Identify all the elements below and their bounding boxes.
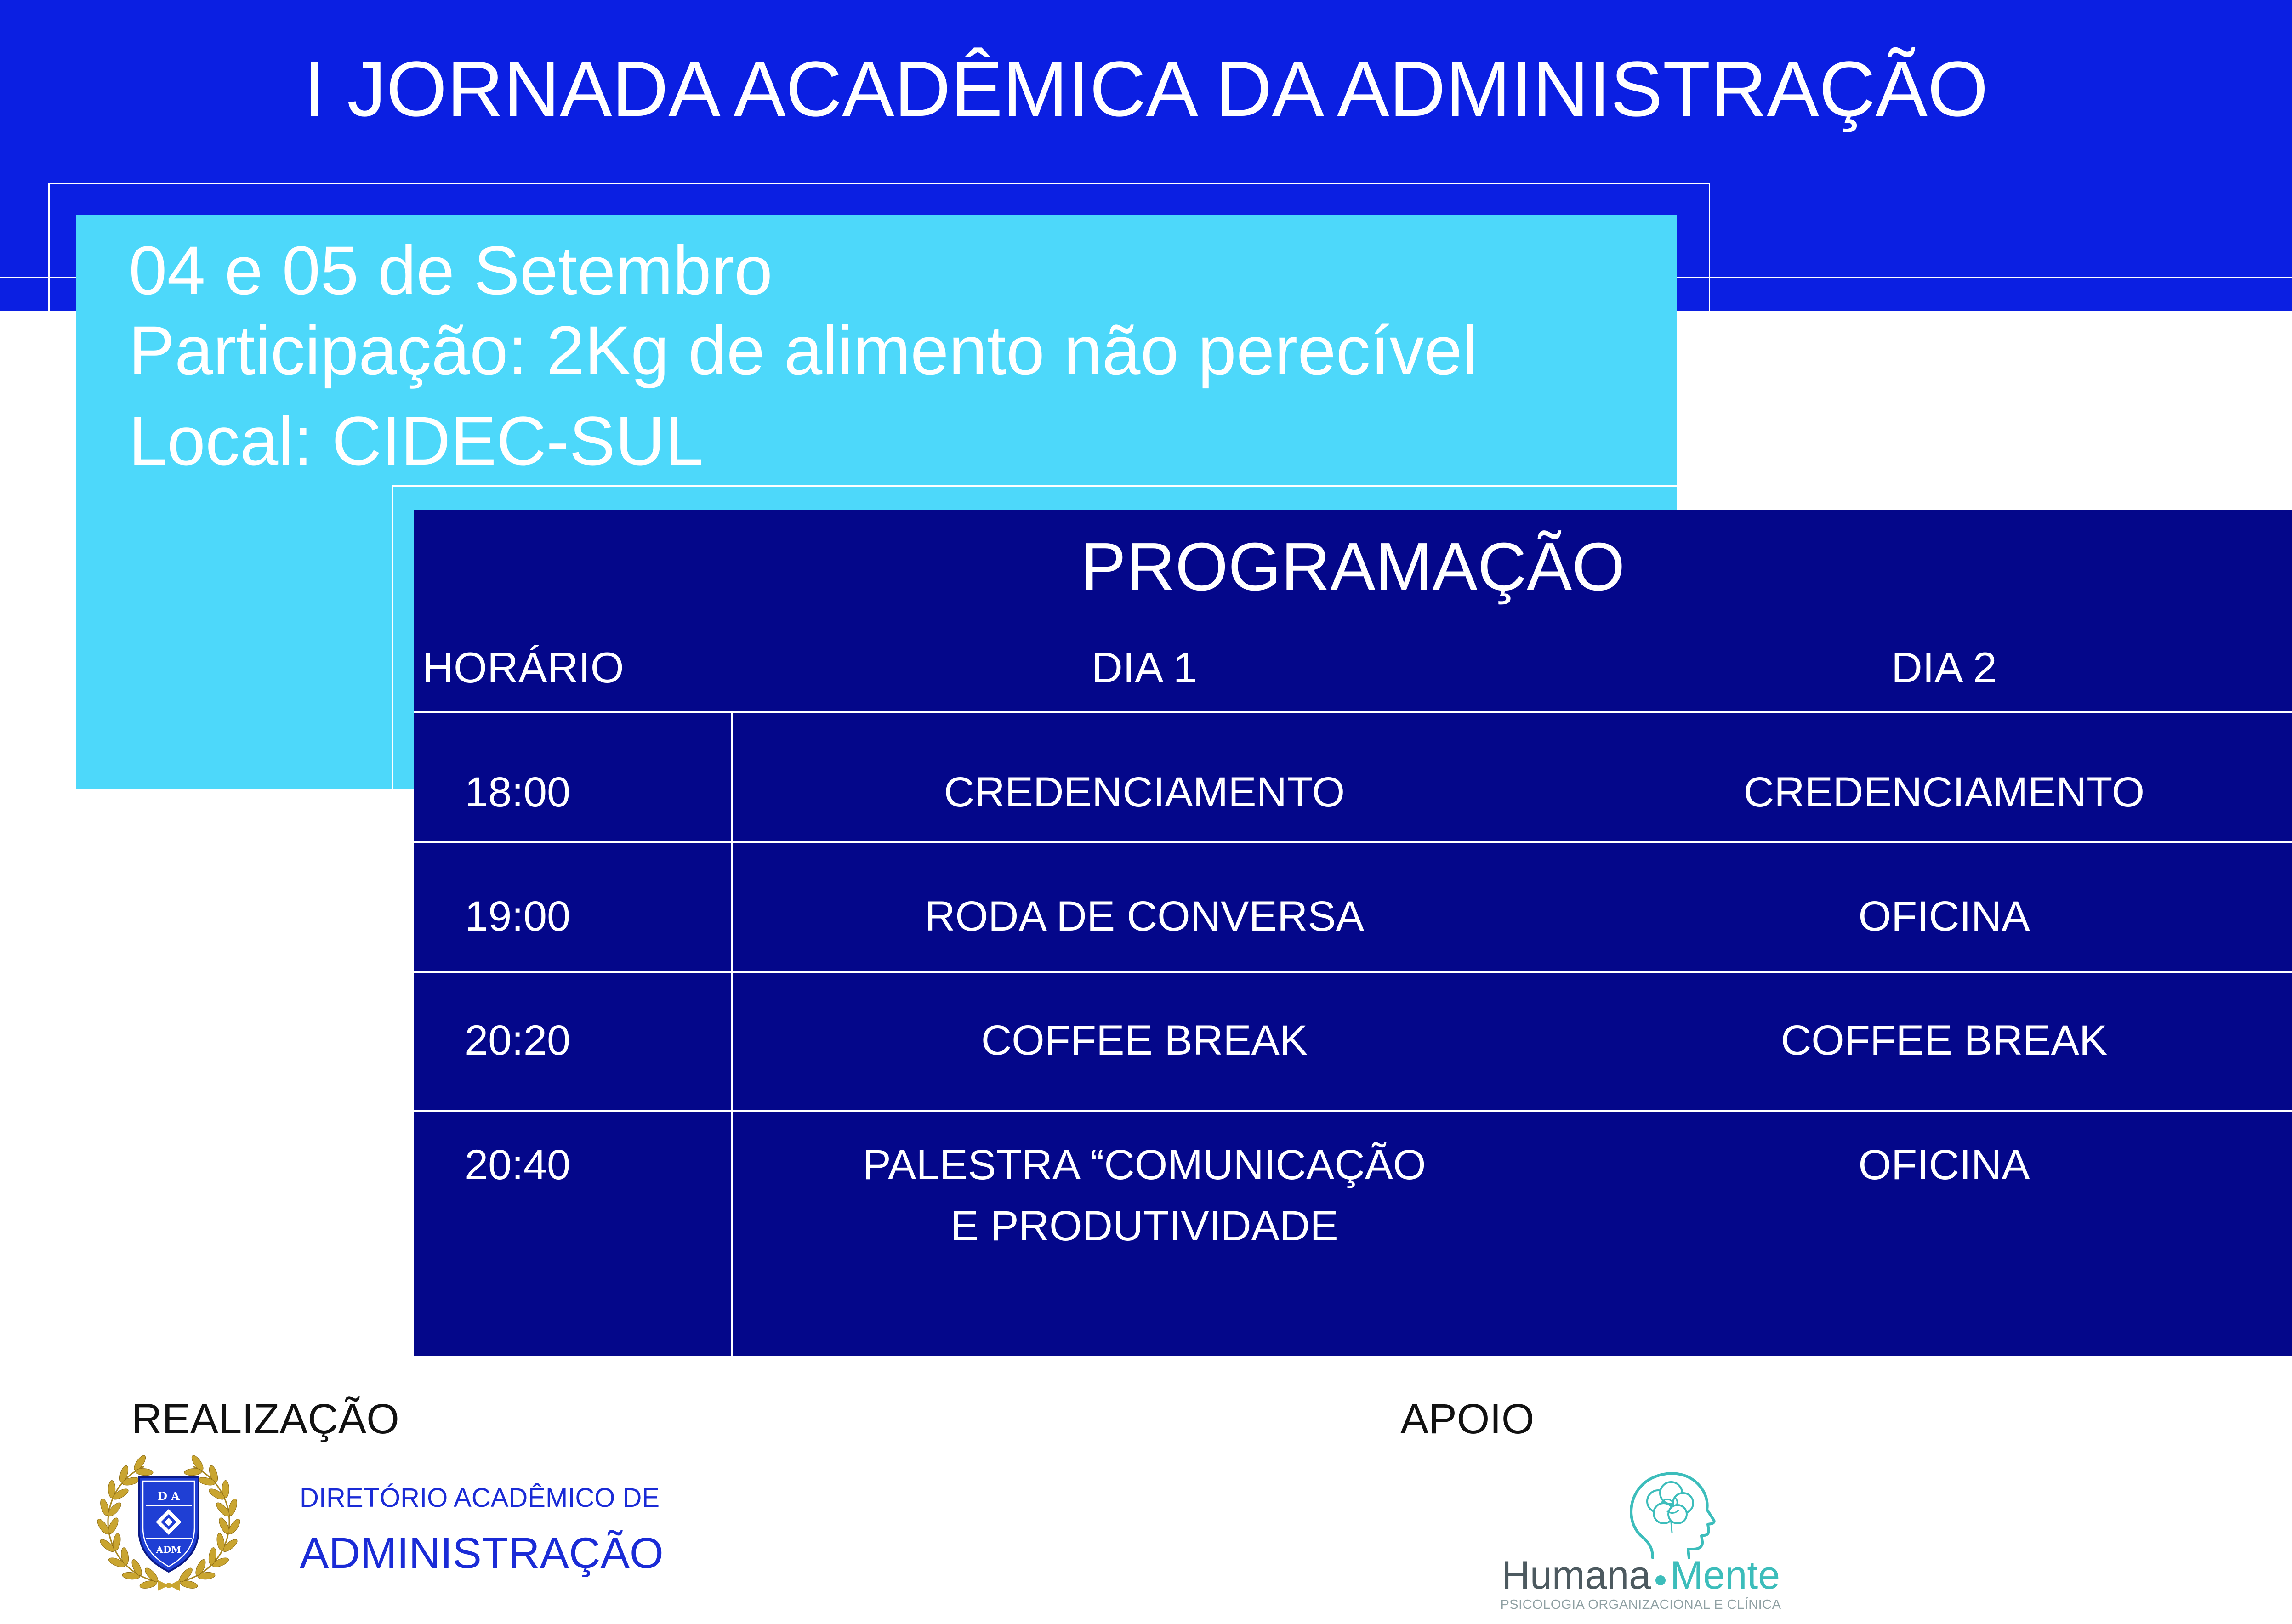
logo-letters-top: D A xyxy=(158,1489,180,1503)
brain-shape xyxy=(1647,1482,1693,1533)
row-time: 18:00 xyxy=(465,769,571,816)
row-day1-activity: COFFEE BREAK xyxy=(981,1017,1308,1064)
row-day2-activity: COFFEE BREAK xyxy=(1780,1017,2108,1064)
organizer-logo xyxy=(91,1453,247,1593)
row-day1-activity: CREDENCIAMENTO xyxy=(944,769,1345,816)
laurel-leaf xyxy=(216,1533,226,1551)
row-time: 19:00 xyxy=(465,893,571,940)
row-time: 20:40 xyxy=(465,1141,571,1188)
header-divider xyxy=(414,711,2292,713)
row-day1-activity-line2: E PRODUTIVIDADE xyxy=(950,1203,1338,1249)
row-divider xyxy=(414,1110,2292,1112)
organizer-name-line1: DIRETÓRIO ACADÊMICO DE xyxy=(300,1483,660,1513)
laurel-leaf xyxy=(112,1533,122,1551)
row-divider xyxy=(414,841,2292,843)
event-title: I JORNADA ACADÊMICA DA ADMINISTRAÇÃO xyxy=(303,45,1989,133)
time-column-divider xyxy=(731,712,733,1356)
schedule-title: PROGRAMAÇÃO xyxy=(1081,529,1625,605)
row-day1-activity-line1: PALESTRA “COMUNICAÇÃO xyxy=(863,1141,1426,1188)
row-day2-activity: OFICINA xyxy=(1858,1141,2030,1188)
logo-letters-bottom: ADM xyxy=(156,1544,182,1555)
event-participation: Participação: 2Kg de alimento não perecível xyxy=(129,312,1478,389)
column-header-time: HORÁRIO xyxy=(422,643,624,692)
row-time: 20:20 xyxy=(465,1017,571,1064)
supporter-label: APOIO xyxy=(1400,1396,1535,1442)
laurel-leaf xyxy=(184,1468,202,1476)
event-dates: 04 e 05 de Setembro xyxy=(129,232,773,309)
row-day1-activity: RODA DE CONVERSA xyxy=(925,893,1364,940)
organizer-name-line2: ADMINISTRAÇÃO xyxy=(300,1529,664,1578)
brain-head-icon xyxy=(1620,1464,1721,1560)
row-day2-activity: OFICINA xyxy=(1858,893,2030,940)
column-header-day2: DIA 2 xyxy=(1891,643,1997,692)
organizer-label: REALIZAÇÃO xyxy=(131,1396,399,1442)
schedule-panel xyxy=(414,510,2292,1356)
row-divider xyxy=(414,971,2292,973)
row-day2-activity: CREDENCIAMENTO xyxy=(1743,769,2145,816)
supporter-name-part2: Mente xyxy=(1670,1553,1780,1597)
supporter-wordmark xyxy=(1494,1552,1788,1598)
column-header-day1: DIA 1 xyxy=(1092,643,1197,692)
supporter-name-part1: Humana xyxy=(1501,1553,1651,1597)
ribbon-icon xyxy=(158,1580,180,1591)
event-venue: Local: CIDEC-SUL xyxy=(129,402,704,479)
supporter-tagline: PSICOLOGIA ORGANIZACIONAL E CLÍNICA xyxy=(1500,1597,1781,1612)
laurel-leaf xyxy=(136,1468,154,1476)
wordmark-dot-icon xyxy=(1655,1575,1666,1585)
